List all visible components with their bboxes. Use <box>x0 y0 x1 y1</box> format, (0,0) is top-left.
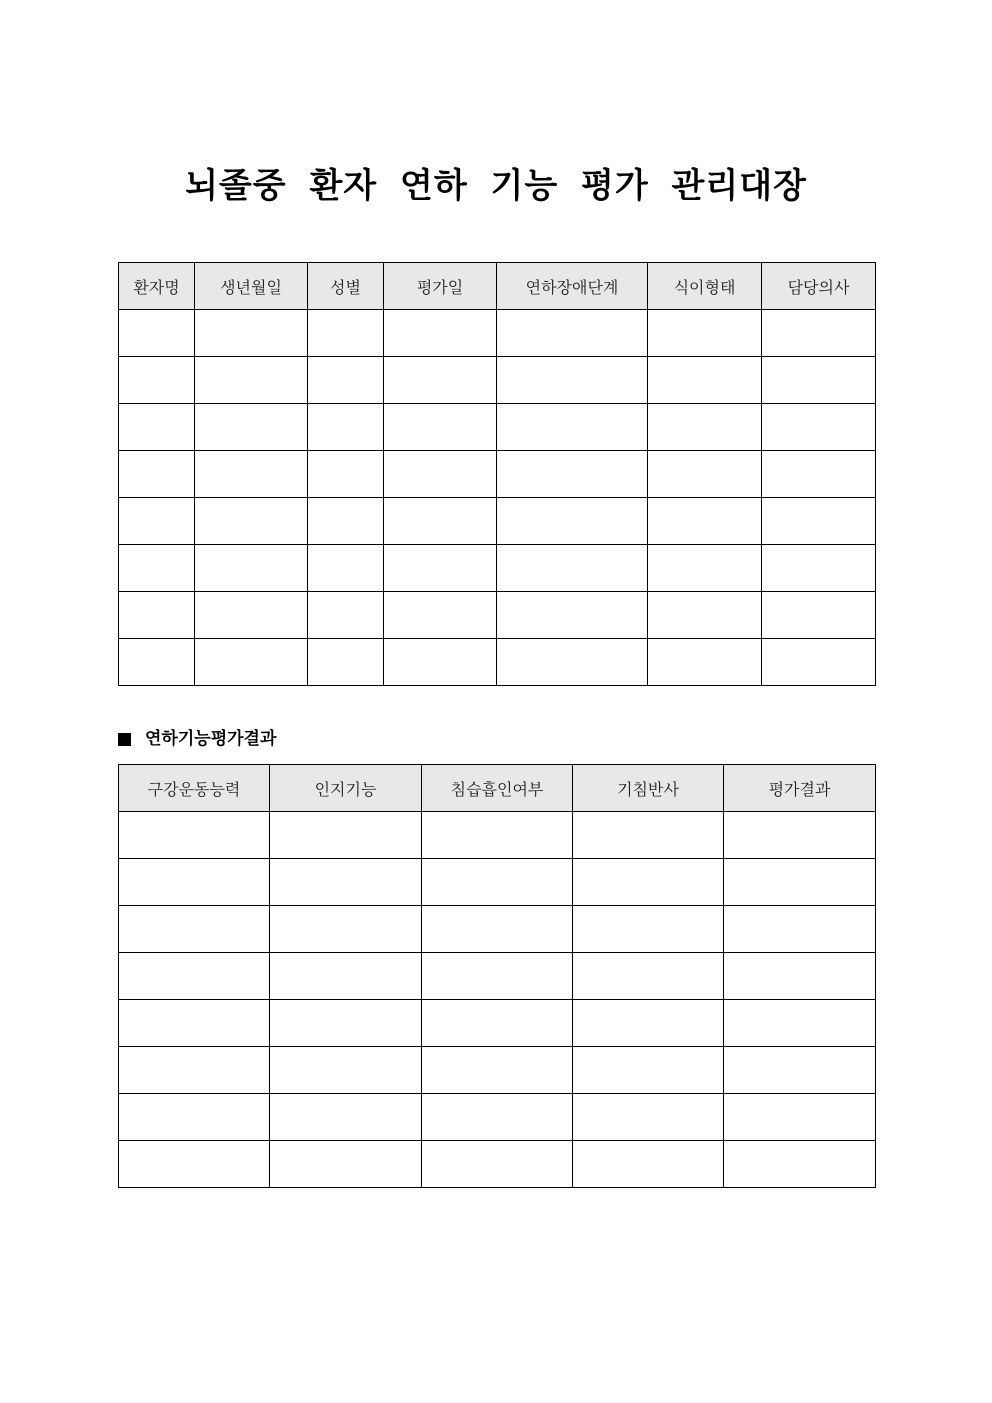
table-cell[interactable] <box>648 357 762 404</box>
table-row <box>119 1000 876 1047</box>
table-cell[interactable] <box>724 1141 876 1188</box>
table-cell[interactable] <box>119 906 270 953</box>
table-cell[interactable] <box>119 1094 270 1141</box>
table-cell[interactable] <box>195 498 308 545</box>
table-row <box>119 451 876 498</box>
results-heading-text: 연하기능평가결과 <box>145 729 277 749</box>
table-cell[interactable] <box>119 498 195 545</box>
table-cell[interactable] <box>270 906 422 953</box>
table-cell[interactable] <box>762 310 876 357</box>
table-cell[interactable] <box>270 1094 422 1141</box>
table-cell[interactable] <box>195 357 308 404</box>
table-cell[interactable] <box>422 1141 573 1188</box>
table-cell[interactable] <box>270 812 422 859</box>
results-table-body <box>119 812 876 1188</box>
table-cell[interactable] <box>195 404 308 451</box>
table-cell[interactable] <box>497 404 648 451</box>
table-row <box>119 953 876 1000</box>
header-cough-reflex: 기침반사 <box>573 765 724 812</box>
table-cell[interactable] <box>573 906 724 953</box>
table-cell[interactable] <box>119 953 270 1000</box>
header-oral-motor: 구강운동능력 <box>119 765 270 812</box>
table-cell[interactable] <box>724 906 876 953</box>
patient-table-header-row <box>119 263 876 310</box>
table-cell[interactable] <box>119 812 270 859</box>
table-row <box>119 906 876 953</box>
table-cell[interactable] <box>308 357 384 404</box>
table-cell[interactable] <box>308 545 384 592</box>
table-cell[interactable] <box>573 859 724 906</box>
table-cell[interactable] <box>573 1094 724 1141</box>
table-cell[interactable] <box>573 1141 724 1188</box>
table-cell[interactable] <box>270 1000 422 1047</box>
table-row <box>119 498 876 545</box>
table-cell[interactable] <box>422 1047 573 1094</box>
table-row <box>119 1094 876 1141</box>
table-cell[interactable] <box>384 592 497 639</box>
table-cell[interactable] <box>308 592 384 639</box>
table-cell[interactable] <box>497 545 648 592</box>
table-cell[interactable] <box>384 310 497 357</box>
table-cell[interactable] <box>724 812 876 859</box>
table-cell[interactable] <box>648 639 762 686</box>
table-cell[interactable] <box>119 357 195 404</box>
header-evaluation-date: 평가일 <box>384 263 497 310</box>
results-table-header-row <box>119 765 876 812</box>
table-cell[interactable] <box>724 1000 876 1047</box>
table-cell[interactable] <box>648 498 762 545</box>
table-cell[interactable] <box>195 310 308 357</box>
table-cell[interactable] <box>762 592 876 639</box>
table-cell[interactable] <box>384 498 497 545</box>
table-cell[interactable] <box>195 545 308 592</box>
table-cell[interactable] <box>648 310 762 357</box>
table-cell[interactable] <box>422 906 573 953</box>
table-cell[interactable] <box>270 859 422 906</box>
table-cell[interactable] <box>497 310 648 357</box>
table-row <box>119 310 876 357</box>
table-cell[interactable] <box>119 451 195 498</box>
table-cell[interactable] <box>573 1047 724 1094</box>
table-cell[interactable] <box>195 639 308 686</box>
patient-table-body <box>119 310 876 686</box>
patient-table <box>118 262 876 686</box>
header-diet-type: 식이형태 <box>648 263 762 310</box>
table-cell[interactable] <box>648 545 762 592</box>
table-row <box>119 1141 876 1188</box>
table-cell[interactable] <box>119 592 195 639</box>
table-cell[interactable] <box>497 592 648 639</box>
header-evaluation-result: 평가결과 <box>724 765 876 812</box>
table-cell[interactable] <box>762 404 876 451</box>
table-cell[interactable] <box>422 812 573 859</box>
table-cell[interactable] <box>648 404 762 451</box>
results-table <box>118 764 876 1188</box>
table-cell[interactable] <box>497 357 648 404</box>
table-cell[interactable] <box>497 639 648 686</box>
table-cell[interactable] <box>573 1000 724 1047</box>
table-cell[interactable] <box>762 498 876 545</box>
table-cell[interactable] <box>384 357 497 404</box>
table-row <box>119 1047 876 1094</box>
table-cell[interactable] <box>119 1000 270 1047</box>
header-dysphagia-stage: 연하장애단계 <box>497 263 648 310</box>
table-cell[interactable] <box>724 953 876 1000</box>
table-cell[interactable] <box>195 451 308 498</box>
table-cell[interactable] <box>422 1000 573 1047</box>
table-cell[interactable] <box>724 859 876 906</box>
table-cell[interactable] <box>648 592 762 639</box>
table-cell[interactable] <box>422 859 573 906</box>
table-cell[interactable] <box>384 545 497 592</box>
table-cell[interactable] <box>648 451 762 498</box>
table-row <box>119 859 876 906</box>
table-cell[interactable] <box>119 404 195 451</box>
table-cell[interactable] <box>762 639 876 686</box>
table-cell[interactable] <box>724 1047 876 1094</box>
table-cell[interactable] <box>270 1047 422 1094</box>
table-cell[interactable] <box>270 953 422 1000</box>
table-cell[interactable] <box>308 451 384 498</box>
table-cell[interactable] <box>762 357 876 404</box>
table-row <box>119 357 876 404</box>
results-section-heading <box>118 726 276 752</box>
square-bullet-icon <box>118 733 131 746</box>
table-cell[interactable] <box>497 498 648 545</box>
header-aspiration: 침습흡인여부 <box>422 765 573 812</box>
table-cell[interactable] <box>384 404 497 451</box>
table-row <box>119 545 876 592</box>
table-cell[interactable] <box>762 451 876 498</box>
table-cell[interactable] <box>119 310 195 357</box>
table-cell[interactable] <box>119 545 195 592</box>
header-patient-name: 환자명 <box>119 263 195 310</box>
table-row <box>119 639 876 686</box>
header-cognitive-function: 인지기능 <box>270 765 422 812</box>
table-row <box>119 592 876 639</box>
header-birth-date: 생년월일 <box>195 263 308 310</box>
table-cell[interactable] <box>308 310 384 357</box>
table-cell[interactable] <box>308 498 384 545</box>
document-title: 뇌졸중 환자 연하 기능 평가 관리대장 <box>185 166 807 206</box>
table-cell[interactable] <box>724 1094 876 1141</box>
table-row <box>119 404 876 451</box>
table-cell[interactable] <box>308 404 384 451</box>
table-cell[interactable] <box>762 545 876 592</box>
header-gender: 성별 <box>308 263 384 310</box>
table-cell[interactable] <box>119 859 270 906</box>
table-row <box>119 812 876 859</box>
table-cell[interactable] <box>384 451 497 498</box>
table-cell[interactable] <box>119 1047 270 1094</box>
table-cell[interactable] <box>422 1094 573 1141</box>
table-cell[interactable] <box>195 592 308 639</box>
table-cell[interactable] <box>573 953 724 1000</box>
header-attending-doctor: 담당의사 <box>762 263 876 310</box>
table-cell[interactable] <box>270 1141 422 1188</box>
table-cell[interactable] <box>497 451 648 498</box>
table-cell[interactable] <box>573 812 724 859</box>
table-cell[interactable] <box>384 639 497 686</box>
table-cell[interactable] <box>119 1141 270 1188</box>
table-cell[interactable] <box>422 953 573 1000</box>
table-cell[interactable] <box>119 639 195 686</box>
table-cell[interactable] <box>308 639 384 686</box>
